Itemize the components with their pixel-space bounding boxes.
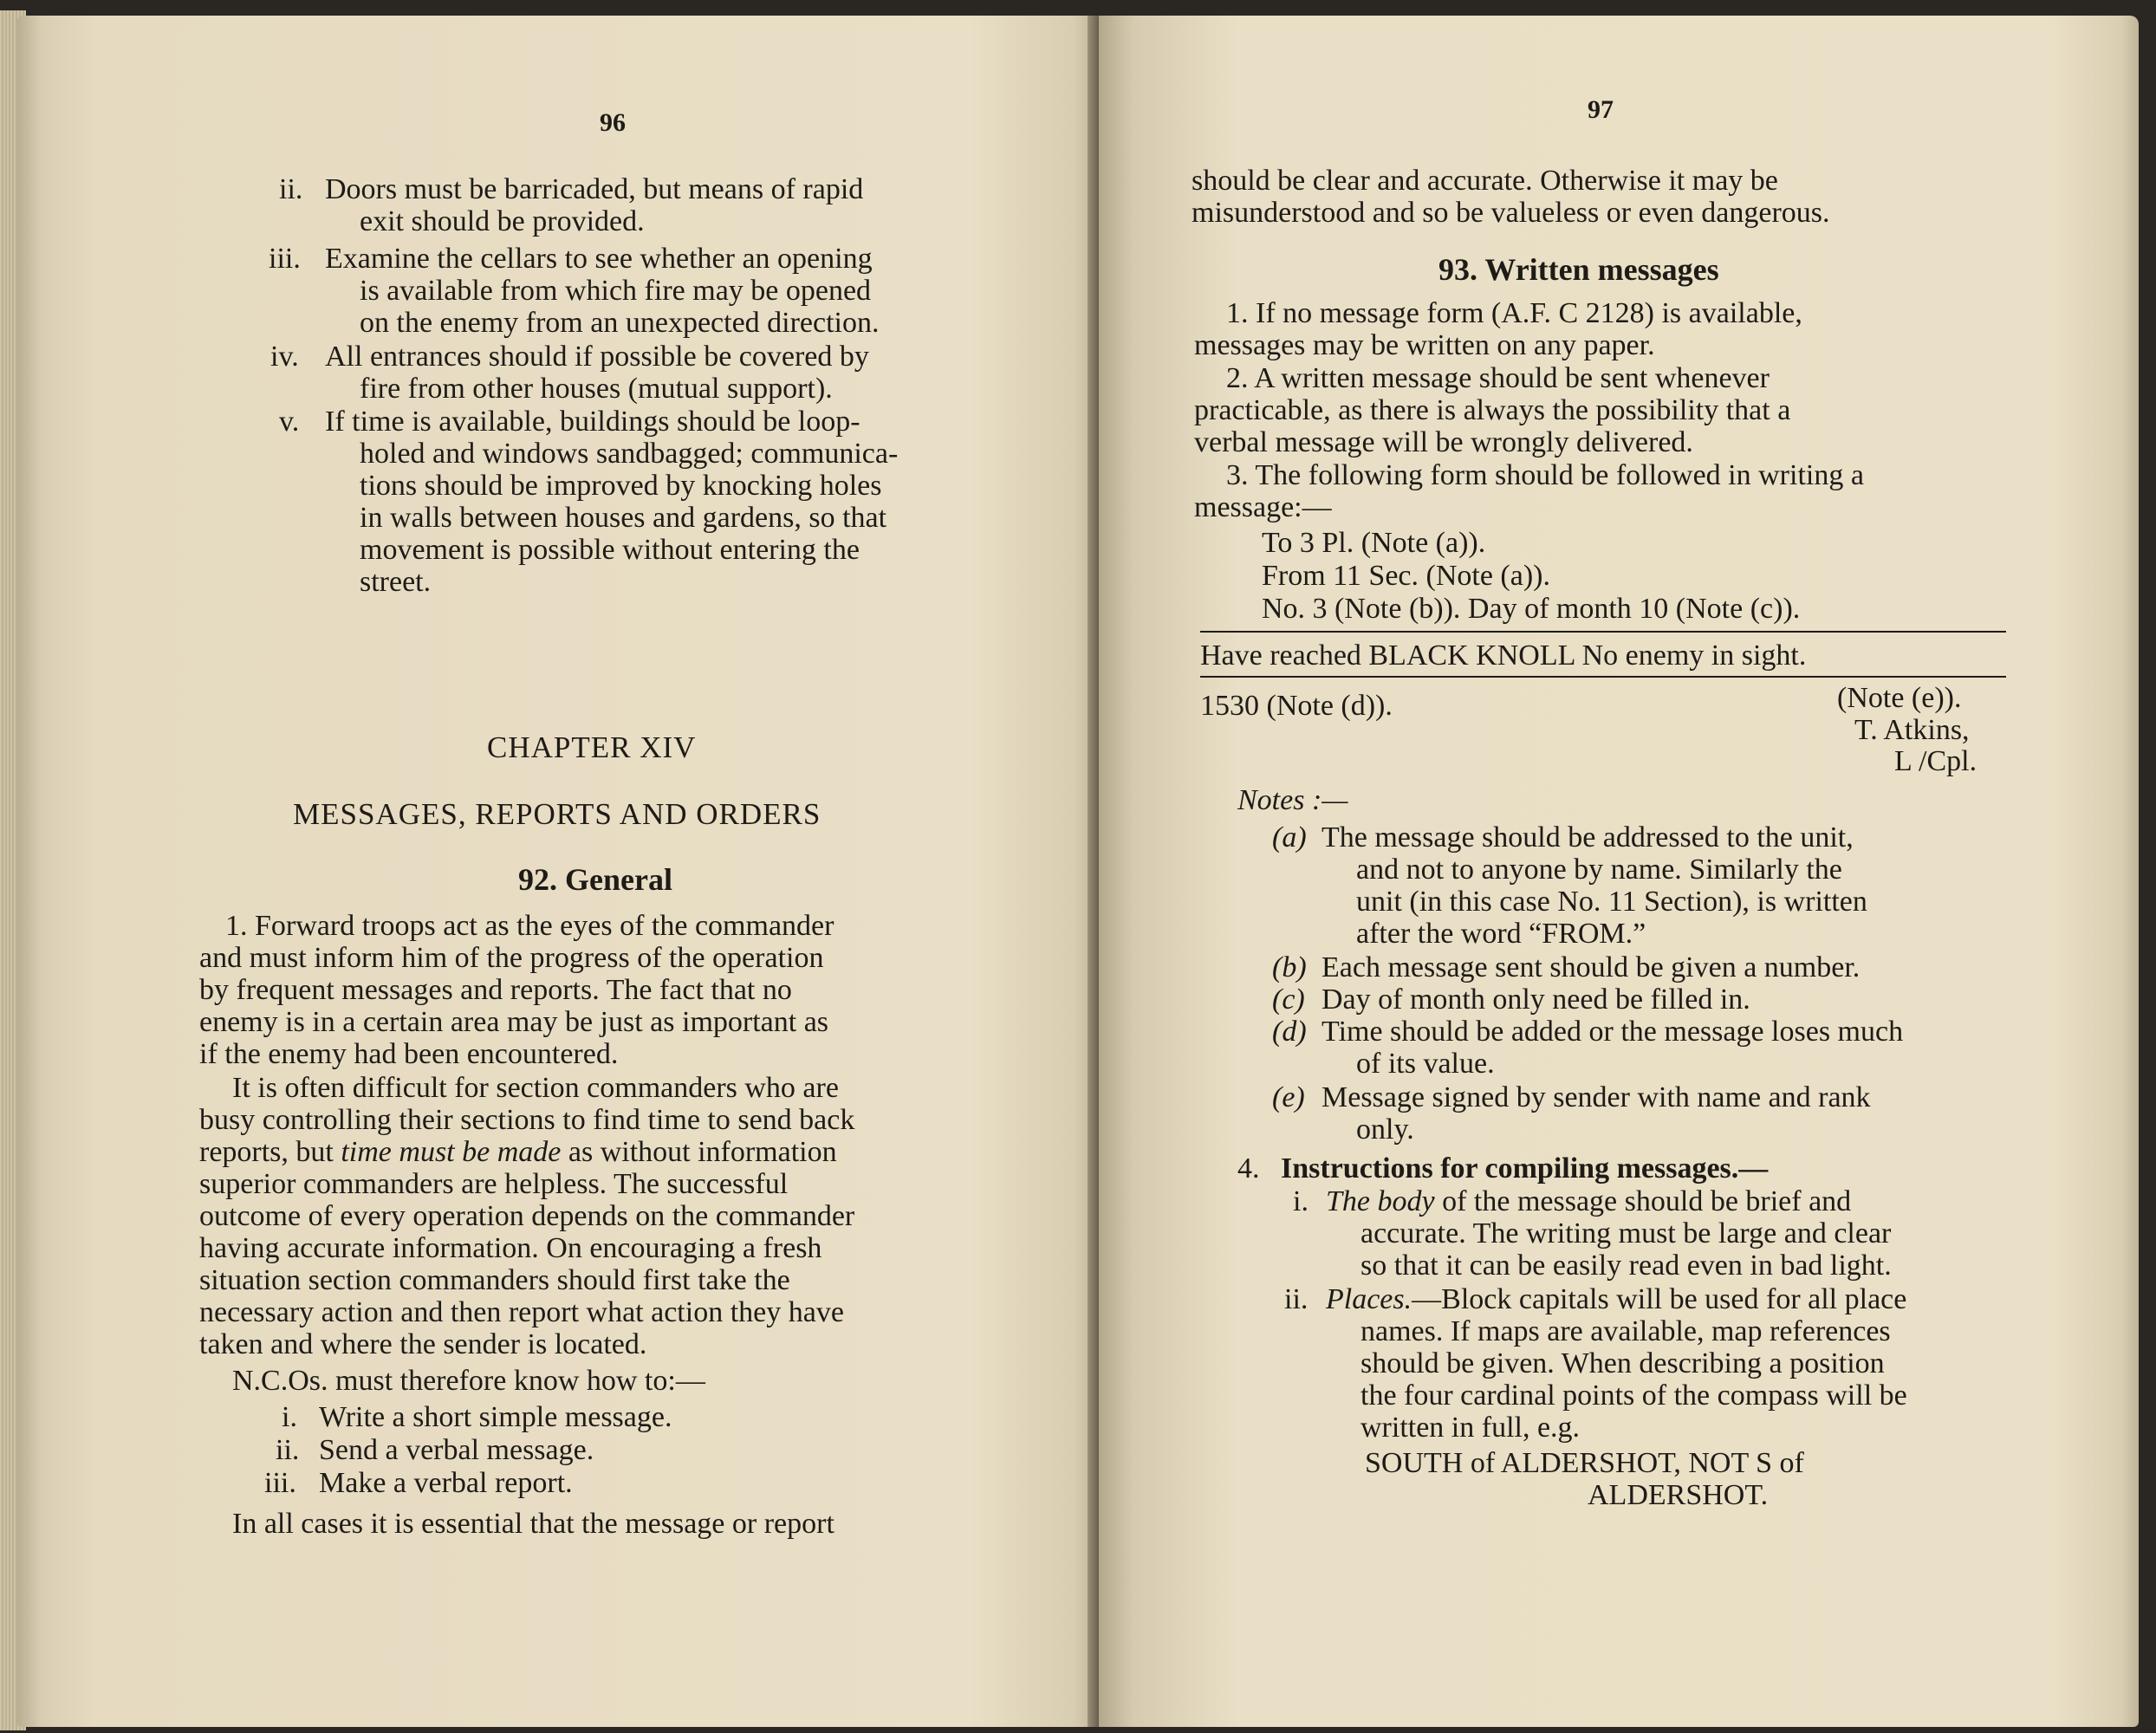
list-item-line: All entrances should if possible be covered by — [325, 341, 869, 373]
text-line: should be clear and accurate. Otherwise it may be — [1192, 165, 1778, 197]
page-number-left: 96 — [600, 108, 626, 137]
text-line: taken and where the sender is located. — [199, 1328, 647, 1360]
text-run: as without information — [561, 1136, 837, 1168]
form-body: Have reached BLACK KNOLL No enemy in sight. — [1200, 639, 1807, 672]
list-item-line: is available from which fire may be opened — [360, 275, 872, 307]
instruction-line: accurate. The writing must be large and clear — [1360, 1217, 1892, 1249]
notes-label: Notes :— — [1237, 784, 1348, 816]
instructions-number: 4. — [1237, 1152, 1260, 1185]
list-item-number: i. — [282, 1401, 297, 1433]
list-item-number: ii. — [279, 173, 303, 205]
text-run: —Block capitals will be used for all place — [1412, 1283, 1907, 1315]
text-line: 1. If no message form (A.F. C 2128) is available, — [1226, 297, 1802, 329]
nco-intro: N.C.Os. must therefore know how to:— — [232, 1365, 705, 1397]
note-line: Each message sent should be given a number. — [1322, 951, 1861, 983]
note-line: Time should be added or the message loses much — [1322, 1016, 1904, 1048]
list-item-line: fire from other houses (mutual support). — [360, 373, 833, 405]
note-number: (a) — [1272, 821, 1307, 854]
text-line: necessary action and then report what action they have — [199, 1296, 844, 1328]
note-number: (c) — [1272, 983, 1305, 1016]
text-line: if the enemy had been encountered. — [199, 1038, 619, 1070]
note-line: Message signed by sender with name and rank — [1322, 1081, 1871, 1113]
instruction-line: so that it can be easily read even in bad light. — [1360, 1249, 1892, 1282]
list-item-number: v. — [279, 406, 300, 438]
list-item-line: holed and windows sandbagged; communica- — [360, 438, 899, 470]
text-line: 2. A written message should be sent whenever — [1226, 362, 1770, 394]
list-item-number: iv. — [270, 341, 299, 373]
instruction-lead: The body — [1326, 1185, 1435, 1217]
list-item-line: in walls between houses and gardens, so that — [360, 502, 887, 534]
note-number: (b) — [1272, 951, 1307, 983]
text-line: and must inform him of the progress of the operation — [199, 942, 824, 974]
text-line: verbal message will be wrongly delivered. — [1194, 426, 1693, 458]
instruction-line: names. If maps are available, map references — [1360, 1315, 1891, 1347]
section-heading: 93. Written messages — [1438, 252, 1719, 287]
note-line: unit (in this case No. 11 Section), is written — [1356, 886, 1867, 918]
text-line: messages may be written on any paper. — [1194, 329, 1655, 361]
list-item-line: Doors must be barricaded, but means of rapid — [325, 173, 864, 205]
text-line: outcome of every operation depends on the commander — [199, 1200, 855, 1232]
form-to: To 3 Pl. (Note (a)). — [1262, 527, 1486, 559]
list-item-text: Write a short simple message. — [319, 1401, 672, 1433]
chapter-title: CHAPTER XIV — [487, 730, 697, 764]
list-item-line: street. — [360, 566, 432, 598]
form-rule-top — [1200, 631, 2006, 633]
text-line — [199, 1136, 837, 1168]
text-line: 3. The following form should be followed in writing a — [1226, 459, 1864, 491]
note-line: after the word “FROM.” — [1356, 918, 1646, 950]
note-line: The message should be addressed to the unit, — [1322, 821, 1854, 854]
instruction-line: written in full, e.g. — [1360, 1412, 1581, 1444]
text-line: busy controlling their sections to find time to send back — [199, 1104, 855, 1136]
note-line: of its value. — [1356, 1048, 1495, 1080]
list-item-line: tions should be improved by knocking holes — [360, 470, 882, 502]
instructions-heading: Instructions for compiling messages.— — [1281, 1152, 1769, 1185]
instruction-line — [1326, 1185, 1851, 1217]
note-number: (e) — [1272, 1081, 1305, 1113]
section-heading: 92. General — [518, 862, 672, 897]
list-item-line: on the enemy from an unexpected direction. — [360, 307, 880, 339]
list-item-number: ii. — [276, 1434, 300, 1466]
emphasis-text: time must be made — [341, 1136, 562, 1168]
form-rule-bottom — [1200, 676, 2006, 678]
form-time: 1530 (Note (d)). — [1200, 690, 1393, 722]
instruction-line: the four cardinal points of the compass will be — [1360, 1379, 1907, 1412]
note-line: Day of month only need be filled in. — [1322, 983, 1750, 1016]
form-signature-rank: L /Cpl. — [1894, 745, 1977, 777]
text-line: misunderstood and so be valueless or even dangerous. — [1192, 197, 1830, 229]
form-note-e: (Note (e)). — [1837, 682, 1962, 714]
form-number-date: No. 3 (Note (b)). Day of month 10 (Note (c)). — [1262, 593, 1801, 625]
chapter-subtitle: MESSAGES, REPORTS AND ORDERS — [293, 797, 821, 831]
list-item-text: Send a verbal message. — [319, 1434, 594, 1466]
text-line: situation section commanders should first take the — [199, 1264, 790, 1296]
text-run: reports, but — [199, 1136, 341, 1168]
text-line: practicable, as there is always the possibility that a — [1194, 394, 1791, 426]
instruction-line — [1326, 1283, 1906, 1315]
instruction-lead: Places. — [1326, 1283, 1412, 1315]
text-line: message:— — [1194, 491, 1332, 523]
note-line: and not to anyone by name. Similarly the — [1356, 854, 1842, 886]
text-line: It is often difficult for section commanders who are — [232, 1072, 839, 1104]
form-signature-name: T. Atkins, — [1854, 714, 1970, 746]
text-line: enemy is in a certain area may be just as important as — [199, 1006, 829, 1038]
text-run: of the message should be brief and — [1434, 1185, 1852, 1217]
text-line: by frequent messages and reports. The fact that no — [199, 974, 792, 1006]
list-item-text: Make a verbal report. — [319, 1467, 573, 1499]
text-line: superior commanders are helpless. The successful — [199, 1168, 789, 1200]
list-item-line: If time is available, buildings should be loop- — [325, 406, 860, 438]
list-item-line: exit should be provided. — [360, 205, 645, 237]
instruction-number: i. — [1293, 1185, 1309, 1217]
instruction-number: ii. — [1284, 1283, 1309, 1315]
text-line: In all cases it is essential that the message or report — [232, 1508, 834, 1540]
note-number: (d) — [1272, 1016, 1307, 1048]
list-item-number: iii. — [264, 1467, 296, 1499]
example-line: SOUTH of ALDERSHOT, NOT S of — [1365, 1447, 1804, 1479]
example-line: ALDERSHOT. — [1588, 1479, 1769, 1511]
text-line: 1. Forward troops act as the eyes of the commander — [225, 910, 834, 942]
note-line: only. — [1356, 1113, 1414, 1146]
page-number-right: 97 — [1588, 95, 1614, 124]
list-item-number: iii. — [269, 243, 301, 275]
text-line: having accurate information. On encouraging a fresh — [199, 1232, 822, 1264]
instruction-line: should be given. When describing a position — [1360, 1347, 1885, 1379]
list-item-line: Examine the cellars to see whether an opening — [325, 243, 873, 275]
list-item-line: movement is possible without entering the — [360, 534, 860, 566]
form-from: From 11 Sec. (Note (a)). — [1262, 560, 1550, 592]
